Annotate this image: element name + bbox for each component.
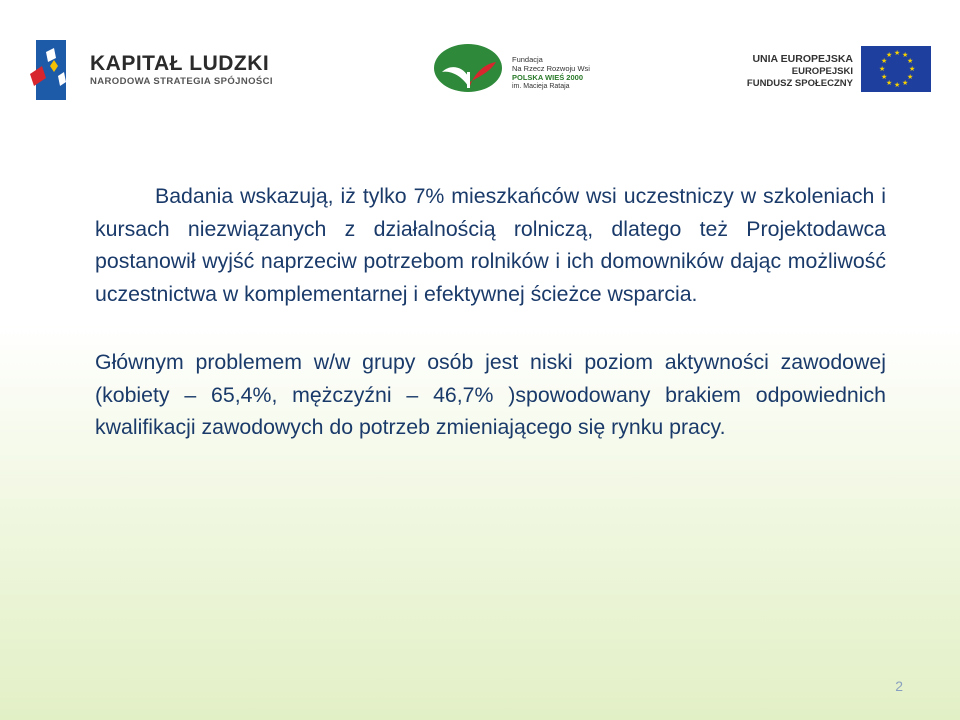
kapital-ludzki-logo <box>28 36 273 106</box>
fundacja-logo <box>432 42 590 94</box>
leaf-emblem-icon <box>432 42 506 94</box>
svg-text:★: ★ <box>909 65 916 73</box>
svg-text:★: ★ <box>907 73 914 81</box>
svg-text:★: ★ <box>881 73 888 81</box>
fundacja-line1: Fundacja <box>512 55 543 64</box>
svg-text:★: ★ <box>881 57 888 65</box>
svg-text:★: ★ <box>907 57 914 65</box>
svg-text:★: ★ <box>879 65 886 73</box>
kapital-ludzki-emblem-icon <box>28 36 86 106</box>
svg-text:★: ★ <box>902 51 909 59</box>
svg-text:★: ★ <box>894 49 901 57</box>
eu-flag-icon <box>861 46 931 92</box>
svg-text:★: ★ <box>894 81 901 89</box>
paragraph-1: Badania wskazują, iż tylko 7% mieszkańców wsi uczestniczy w szkoleniach i kursach niezwiązanych z działalnością rolniczą, dlatego też Projektodawca postanowił wyjść naprzeciw potrzebom rolników i ich domowników dając możliwość uczestnictwa w komplementarnej i efektywnej ścieżce wsparcia. <box>95 184 886 306</box>
kapital-ludzki-subtitle: NARODOWA STRATEGIA SPÓJNOŚCI <box>90 76 273 87</box>
svg-text:★: ★ <box>902 79 909 87</box>
page-number: 2 <box>895 678 903 694</box>
slide-body <box>95 180 886 444</box>
eu-logo <box>728 45 933 93</box>
svg-text:★: ★ <box>886 79 893 87</box>
fundacja-line4: im. Macieja Rataja <box>512 83 570 90</box>
fundacja-line3: POLSKA WIEŚ 2000 <box>512 73 583 82</box>
eu-line3: FUNDUSZ SPOŁECZNY <box>746 78 853 89</box>
kapital-ludzki-title: KAPITAŁ LUDZKI <box>90 52 270 75</box>
paragraph-2: Głównym problemem w/w grupy osób jest niski poziom aktywności zawodowej (kobiety – 65,4%, mężczyźni – 46,7% )spowodowany brakiem odpowiednich kwalifikacji zawodowych do potrzeb zmieniającego się rynku pracy. <box>95 350 886 439</box>
eu-text <box>747 53 853 90</box>
fundacja-line2: Na Rzecz Rozwoju Wsi <box>512 64 590 73</box>
eu-line2: EUROPEJSKI <box>791 66 853 77</box>
logo-strip <box>0 0 960 125</box>
svg-text:★: ★ <box>886 51 893 59</box>
eu-line1: UNIA EUROPEJSKA <box>752 53 853 65</box>
